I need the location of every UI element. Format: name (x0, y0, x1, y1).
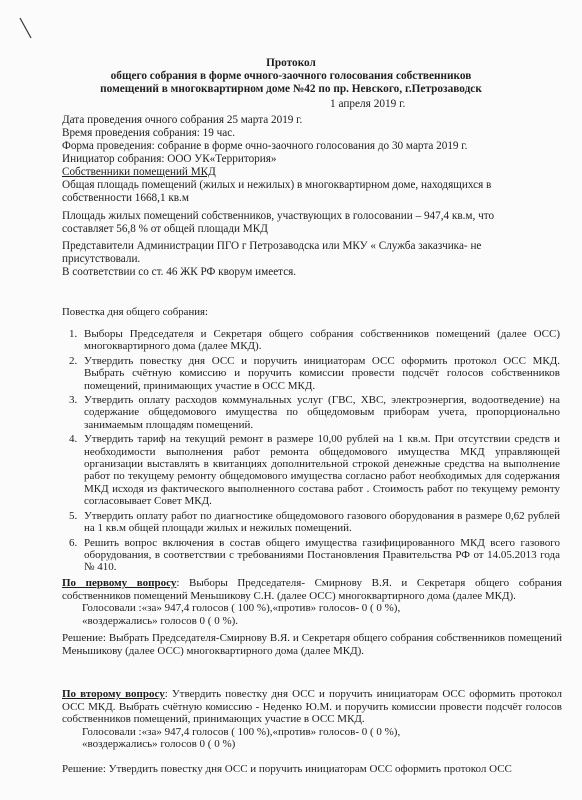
agenda-list (62, 328, 560, 576)
agenda-item-number: 6. (69, 536, 78, 549)
agenda-item (62, 394, 560, 431)
question-1-block (62, 577, 562, 627)
question-1-votes: Голосовали :«за» 947,4 голосов ( 100 %),«против» голосов- 0 ( 0 %), (82, 602, 401, 615)
representatives-line: присутствовали. (62, 253, 141, 265)
meeting-time: Время проведения собрания: 19 час. (62, 127, 236, 139)
question-2-decision: Решение: Утвердить повестку дня ОСС и поручить инициаторам ОСС оформить протокол ОСС (62, 763, 512, 775)
scan-mark (19, 17, 33, 39)
owners-heading: Собственники помещений МКД (62, 166, 216, 178)
agenda-item-text: Решить вопрос включения в состав общего имущества газифицированного МКД всего газового оборудования, в соответствии с требованиями Постановления Правительства РФ от 14.05.2013 года № 410. (84, 536, 560, 574)
voting-area-line: Площадь жилых помещений собственников, участвующих в голосовании – 947,4 кв.м, что (62, 210, 495, 222)
agenda-item-text: Утвердить оплату расходов коммунальных услуг (ГВС, ХВС, электроэнергия, водоотведение) на содержание общедомового имущества по общедомовым приборам учета, пропорционально занимаемым площадям помещений. (84, 394, 560, 431)
agenda-item-text: Утвердить повестку дня ОСС и поручить инициаторам ОСС оформить протокол ОСС МКД. Выбрать счётную комиссию и поручить комиссии провести подсчёт голосов собственников помещений, принимающих участие в ОСС МКД. (84, 354, 560, 392)
title-line: помещений в многоквартирном доме №42 по пр. Невского, г.Петрозаводск (100, 83, 482, 95)
title-line: общего собрания в форме очного-заочного голосования собственников (110, 70, 472, 82)
agenda-item (62, 328, 560, 353)
document-date: 1 апреля 2019 г. (330, 98, 406, 110)
agenda-item-number: 1. (69, 328, 78, 340)
meeting-date: Дата проведения очного собрания 25 марта 2019 г. (62, 114, 303, 126)
agenda-item-text: Утвердить тариф на текущий ремонт в размере 10,00 рублей на 1 кв.м. При отсутствии средств и необходимости выполнения работ ремонта общедомового имущества МКД управляющей организации выставлять в квитанциях дополнительной строкой денежные средства на выполнение работ по текущему ремонту общедомового имущества согласно работ необходимых для содержания МКД исходя из фактического выполненного состава работ . Стоимость работ по текущему ремонту согласовывает Совет МКД. (84, 433, 560, 508)
agenda-item (62, 537, 560, 574)
agenda-item (62, 433, 560, 507)
meeting-info (62, 114, 557, 279)
meeting-form: Форма проведения: собрание в форме очно-заочного голосования до 30 марта 2019 г. (62, 140, 468, 152)
question-1-label: По первому вопросу (62, 577, 177, 589)
agenda-item (62, 355, 560, 392)
voting-area-line: составляет 56,8 % от общей площади МКД (62, 223, 268, 235)
agenda-item-number: 4. (69, 433, 78, 446)
agenda-title: Повестка дня общего собрания: (62, 306, 208, 318)
representatives-line: Представители Администрации ПГО г Петрозаводска или МКУ « Служба заказчика- не (62, 240, 482, 252)
question-2-text: : Утвердить повестку дня ОСС и поручить инициаторам ОСС оформить протокол ОСС МКД. Выбрать счётную комиссию - Неденко Ю.М. и поручить комиссии провести подсчёт голосов собственников помещений, принимающих участие в ОСС МКД. (62, 688, 562, 726)
total-area-line: Общая площадь помещений (жилых и нежилых) в многоквартирном доме, находящихся в (62, 179, 492, 191)
agenda-item-text: Утвердить оплату работ по диагностике общедомового газового оборудования в размере 0,62 рублей на 1 кв.м общей площади жилых и нежилых помещений. (84, 509, 560, 535)
question-1-decision: Решение: Выбрать Председателя-Смирнову В.Я. и Секретаря общего собрания собственников помещений Меньшикову (далее ОСС) многоквартирного дома (далее МКД). (62, 632, 562, 657)
question-1-abstained: «воздержались» голосов 0 ( 0 %). (82, 614, 239, 627)
total-area-line: собственности 1668,1 кв.м (62, 192, 189, 204)
question-2-abstained: «воздержались» голосов 0 ( 0 %) (82, 738, 236, 751)
document-title (0, 57, 582, 96)
agenda-item-text: Выборы Председателя и Секретаря общего собрания собственников помещений (далее ОСС) многоквартирного дома (далее МКД). (84, 328, 560, 353)
question-2-label: По второму вопросу (62, 688, 165, 700)
agenda-item-number: 2. (69, 354, 78, 367)
question-2-block (62, 688, 562, 751)
agenda-item-number: 3. (69, 394, 78, 407)
agenda-item-number: 5. (69, 509, 78, 522)
meeting-initiator: Инициатор собрания: ООО УК«Территория» (62, 153, 277, 165)
agenda-item (62, 510, 560, 535)
question-1-text: : Выборы Председателя- Смирнову В.Я. и Секретаря общего собрания собственников помещений Меньшикову С.Н. (далее ОСС) многоквартирного дома (далее МКД). (62, 577, 562, 602)
quorum-line: В соответствии со ст. 46 ЖК РФ кворум имеется. (62, 266, 297, 278)
question-2-votes: Голосовали :«за» 947,4 голосов ( 100 %),«против» голосов- 0 ( 0 %), (82, 725, 401, 738)
title-line: Протокол (266, 57, 316, 69)
